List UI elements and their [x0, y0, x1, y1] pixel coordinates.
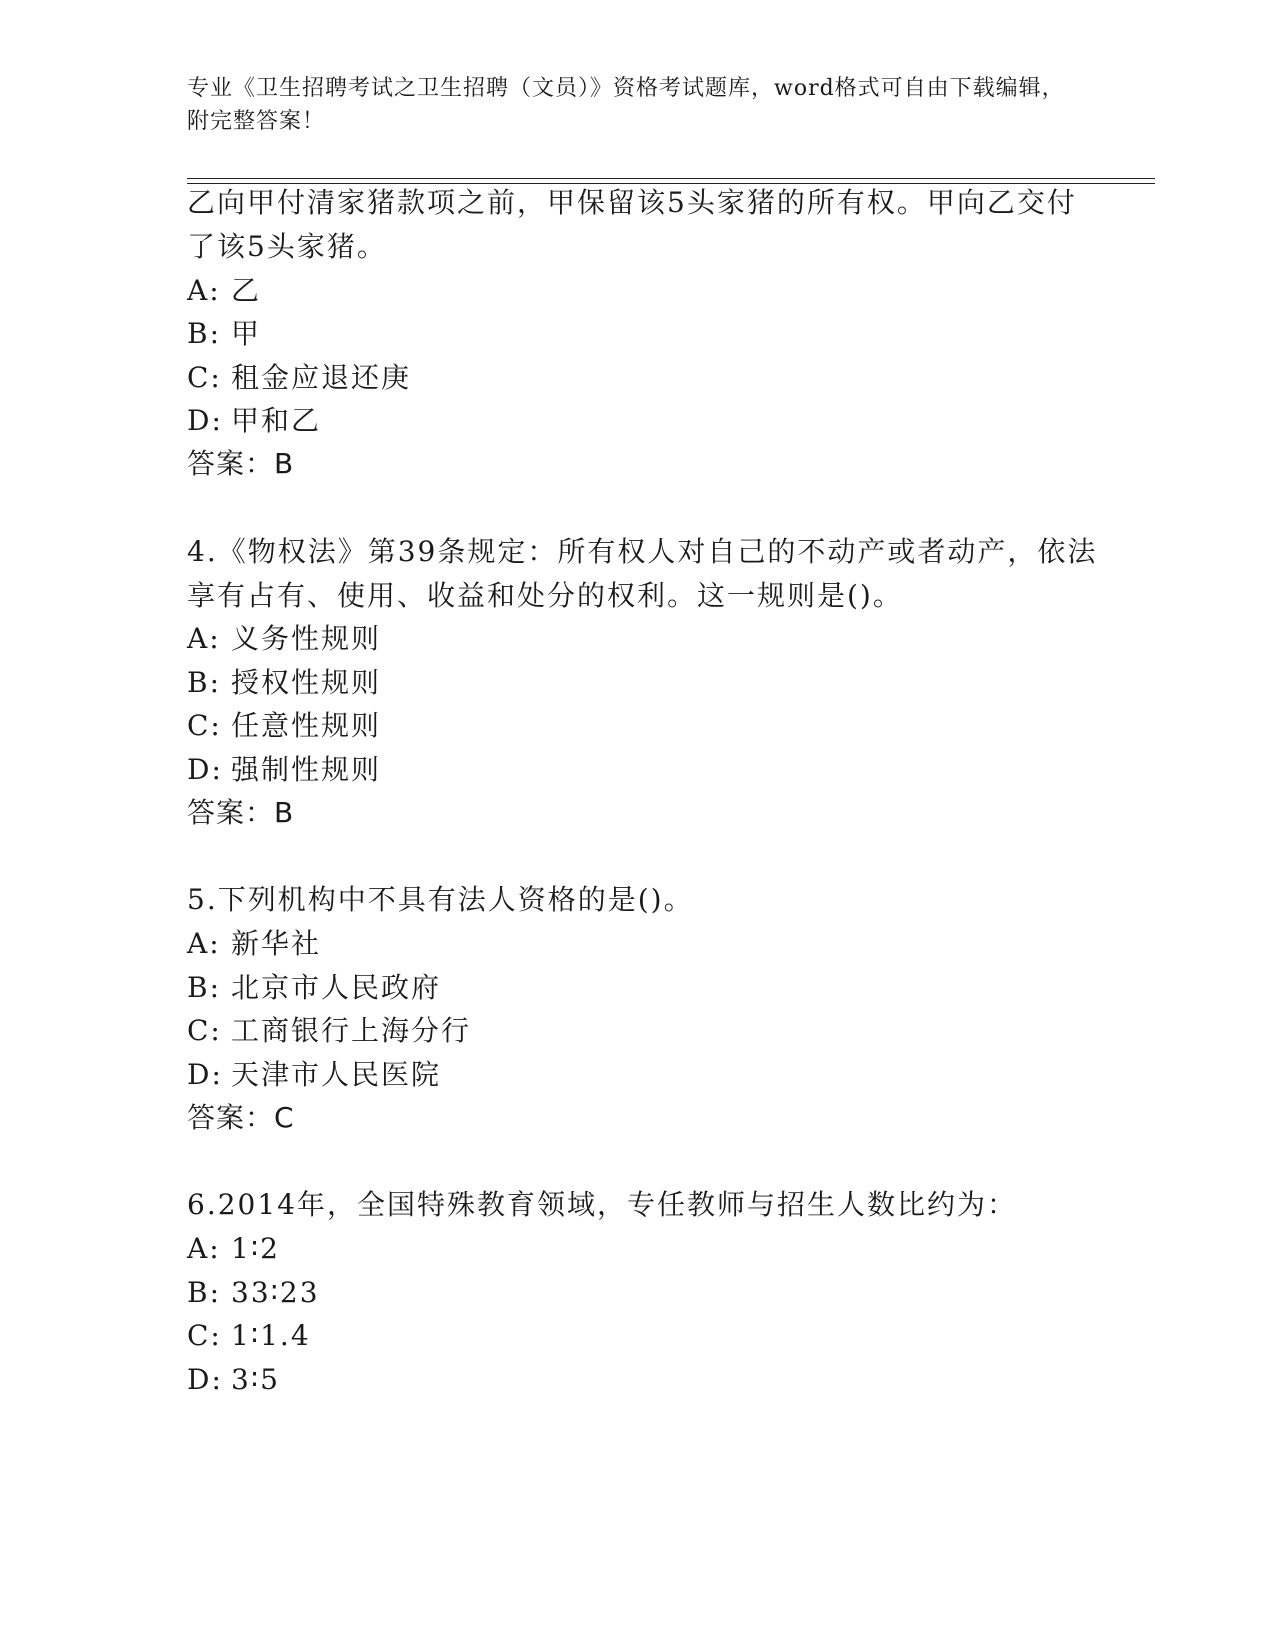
option-label: A:: [187, 274, 221, 307]
question-5-option-a: [187, 926, 321, 962]
question-3-option-c: [187, 360, 411, 396]
option-label: D:: [187, 1363, 223, 1396]
question-5-answer: 答案：C: [187, 1101, 295, 1134]
option-label: D:: [187, 753, 223, 786]
option-label: C:: [187, 709, 222, 742]
document-intro: 专业《卫生招聘考试之卫生招聘（文员）》资格考试题库，word格式可自由下载编辑，附完整答案！: [187, 76, 1065, 134]
option-text: 甲: [231, 317, 262, 350]
option-text: 天津市人民医院: [231, 1058, 442, 1091]
question-6-option-d: [187, 1362, 280, 1398]
question-3-text-line-2: 了该5头家猪。: [187, 230, 387, 263]
question-4-text-line-2: 享有占有、使用、收益和处分的权利。这一规则是()。: [187, 579, 903, 612]
option-label: B:: [187, 971, 222, 1004]
question-4-option-b: [187, 665, 381, 701]
option-text: 义务性规则: [231, 622, 382, 655]
option-text: 工商银行上海分行: [231, 1014, 472, 1047]
option-label: D:: [187, 404, 223, 437]
header-divider-bottom: [187, 183, 1155, 184]
question-3-option-b: [187, 316, 261, 352]
option-label: A:: [187, 1232, 221, 1265]
question-6-option-a: [187, 1231, 280, 1267]
option-text: 租金应退还庚: [231, 361, 412, 394]
question-5-option-c: [187, 1013, 471, 1049]
option-label: C:: [187, 1319, 222, 1352]
option-text: 3∶5: [231, 1363, 280, 1396]
option-text: 1∶2: [231, 1232, 280, 1265]
question-5-option-d: [187, 1057, 441, 1093]
option-label: A:: [187, 927, 221, 960]
option-label: B:: [187, 1276, 222, 1309]
option-label: B:: [187, 666, 222, 699]
question-6-text-line-1: 6.2014年，全国特殊教育领域，专任教师与招生人数比约为：: [187, 1188, 1017, 1221]
question-5-text-line-1: 5.下列机构中不具有法人资格的是()。: [187, 883, 694, 916]
header-divider-top: [187, 178, 1155, 179]
option-text: 任意性规则: [231, 709, 382, 742]
option-text: 新华社: [231, 927, 322, 960]
option-text: 强制性规则: [231, 753, 382, 786]
question-4-answer: 答案：B: [187, 796, 295, 829]
option-text: 北京市人民政府: [231, 971, 442, 1004]
question-4-option-a: [187, 621, 381, 657]
option-text: 授权性规则: [231, 666, 382, 699]
question-4-text-line-1: 4.《物权法》第39条规定：所有权人对自己的不动产或者动产，依法: [187, 535, 1098, 568]
question-3-option-d: [187, 403, 321, 439]
option-text: 甲和乙: [231, 404, 322, 437]
option-text: 33∶23: [231, 1276, 320, 1309]
question-6-option-b: [187, 1275, 320, 1311]
option-text: 1∶1.4: [231, 1319, 311, 1352]
question-4-option-c: [187, 708, 381, 744]
option-label: B:: [187, 317, 222, 350]
question-5-option-b: [187, 970, 441, 1006]
option-label: C:: [187, 361, 222, 394]
option-label: A:: [187, 622, 221, 655]
option-text: 乙: [231, 274, 262, 307]
option-label: D:: [187, 1058, 223, 1091]
option-label: C:: [187, 1014, 222, 1047]
question-3-option-a: [187, 273, 261, 309]
question-6-option-c: [187, 1318, 311, 1354]
question-4-option-d: [187, 752, 381, 788]
question-3-answer: 答案：B: [187, 447, 295, 480]
question-3-text-line-1: 乙向甲付清家猪款项之前，甲保留该5头家猪的所有权。甲向乙交付: [187, 186, 1077, 219]
